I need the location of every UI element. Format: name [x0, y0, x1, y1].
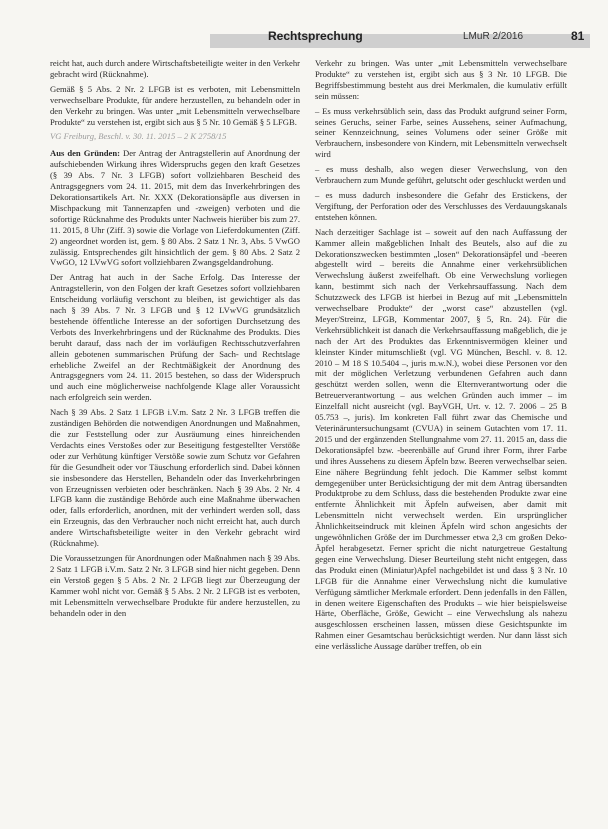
right-column	[315, 58, 567, 656]
section-title: Rechtsprechung	[268, 29, 363, 43]
paragraph: Nach derzeitiger Sachlage ist – soweit auf den nach Auffassung der Kammer allein maßgeblichen Inhalt des Beutels, also auf die zu Dekorationszwecken bestimmten „losen“ Dekorationsäpfel und -beeren abgestellt wird – bereits die Annahme einer verkehrsüblichen Verwechslung äußerst zweifelhaft. Ob eine Verwechslung vorliegen kann, bestimmt sich nach der Verkehrsauffassung. Nach dem Schutzzweck des LFGB ist hierbei in Bezug auf mit „Lebensmitteln verwechselbare Produkte“ der „worst case“ abzustellen (vgl. Meyer/Streinz, LFGB, Kommentar 2007, § 5, Rn. 24). Für die Verkehrsüblichkeit ist danach die Verkehrsauffassung maßgeblich, die je nach der Art des Produktes das Erkenntnisvermögen kleiner und kleinster Kinder mitumschließt (vgl. VG München, Beschl. v. 8. 12. 2010 – M 18 S 10.5404 –, juris m.w.N.), wobei diese Personen vor den mit der möglichen Verletzung verbundenen Gefahren auch dann geschützt werden sollen, wenn die Elternverantwortung oder die Betreuerverantwortung – aus welchen Gründen auch immer – im Einzelfall nicht ausreicht (vgl. BayVGH, Urt. v. 12. 7. 2006 – 25 B 05.753 –, juris). Im konkreten Fall führt zwar das Chemische und Veterinäruntersuchungsamt (CVUA) in seinem Gutachten vom 17. 11. 2015 und der ergänzenden Stellungnahme vom 27. 11. 2015 an, dass die Dekorationsäpfel bzw. -beerenbälle auf Grund ihrer Form, ihrer Farbe und ihres Aussehens zu diesem Äpfeln bzw. Beeren verwechselbar seien. Eine nähere Begründung fehlt jedoch. Die Kammer selbst kommt demgegenüber unter Berücksichtigung der mit dem Antrag übersandten Produktprobe zu dem Schluss, dass die bestehenden Produkte zwar eine entfernte Ähnlichkeit mit Äpfeln aufweisen, aber damit mit Lebensmitteln nicht verwechselt werden. Ein ursprünglicher Ähnlichkeitseindruck mit kleinen Äpfeln wird schon angesichts der ungewöhnlichen Größe der im Durchmesser etwa 2,3 cm großen Deko-Äpfel herabgesetzt. Ferner spricht die nicht naturgetreue Gestaltung gegen eine Verwechslung. Dieser Beurteilung steht nicht entgegen, dass das Produkt einen (Miniatur)Apfel nachgebildet ist und dass § 3 Nr. 10 LFGB für die Annahme einer Verwechslung nicht die kumulative Verfügung sämtlicher Merkmale erfordert. Denn jedenfalls in den Fällen, in denen weitere Eigenschaften des Produkts – wie hier beispielsweise Härte, Oberfläche, Größe, Gewicht – eine Verwechslung als nahezu ausgeschlossen erscheinen lassen, müssen diese Gesichtspunkte im Rahmen einer Gesamtschau berücksichtigt werden. Nur dann lässt sich eine verlässliche Aussage darüber treffen, ob ein	[315, 226, 567, 652]
paragraph-text: Der Antrag der Antragstellerin auf Anordnung der aufschiebenden Wirkung ihres Widerspruchs gegen den kraft Gesetzes (§ 39 Abs. 7 Nr. 3 LFGB) sofort vollziehbaren Bescheid des Antragsgegners vom 24. 11. 2015, mit dem das Inverkehrbringen des Dekorationsartikels Art. Nr. XXX (Dekorationsäpfle aus diversen in Mischpackung mit Tannenzapfen und -zweigen) verboten und die sofortige Rücknahme des Produkts unter Nachweis hierüber bis zum 27. 11. 2015, 8 Uhr (Ziff. 3) sowie die Vorlage von Lieferdokumenten (Ziff. 2) angeordnet worden ist, gem. § 80 Abs. 2 Satz 1 Nr. 3, Abs. 5 VwGO zulässig. Entsprechendes gilt hinsichtlich der gem. § 80 Abs. 2 Satz 2 VwGO, 12 LVwVG sofort vollziehbaren Zwangsgeldandrohung.	[50, 148, 301, 268]
paragraph: Nach § 39 Abs. 2 Satz 1 LFGB i.V.m. Satz 2 Nr. 3 LFGB treffen die zuständigen Behörden die notwendigen Anordnungen und Maßnahmen, die zur Feststellung oder zur Ausräumung eines hinreichenden Verdachts eines Verstoßes oder zur Beseitigung festgestellter Verstöße oder zur Verhütung künftiger Verstöße sowie zum Schutz vor Gefahren für die Gesundheit oder vor Täuschung erforderlich sind. Dabei können sie insbesondere das Herstellen, Behandeln oder das Inverkehrbringen von Erzeugnissen verbieten oder beschränken. Nach § 39 Abs. 2 Nr. 4 LFGB kann die zuständige Behörde auch eine Maßnahme überwachen oder, falls erforderlich, anordnen, mit der verhindert werden soll, dass ein Erzeugnis, das den Verbraucher noch nicht erreicht hat, auch durch andere Wirtschaftsbeteiligte weiter in den Verkehr gebracht wird (Rücknahme).	[50, 407, 300, 549]
header-bar	[210, 34, 590, 48]
paragraph: Die Voraussetzungen für Anordnungen oder Maßnahmen nach § 39 Abs. 2 Satz 1 LFGB i.V.m. Satz 2 Nr. 3 LFGB sind hier nicht gegeben. Denn ein Verstoß gegen § 5 Abs. 2 Nr. 2 LFGB liegt zur Überzeugung der Kammer wohl nicht vor. Gemäß § 5 Abs. 2 Nr. 2 LFGB ist es verboten, mit Lebensmitteln verwechselbare Produkte für andere herzustellen, zu behandeln oder in den	[50, 552, 300, 618]
paragraph: reicht hat, auch durch andere Wirtschaftsbeteiligte weiter in den Verkehr gebracht wird (Rücknahme).	[50, 58, 300, 79]
paragraph	[50, 148, 300, 268]
page-header	[0, 28, 608, 52]
paragraph: Gemäß § 5 Abs. 2 Nr. 2 LFGB ist es verboten, mit Lebensmitteln verwechselbare Produkte, für andere herzustellen, zu behandeln oder in den Verkehr zu bringen. Was unter „mit Lebensmitteln verwechselbare Produkte“ zu verstehen ist, ergibt sich aus § 5 Nr. 10 Gemäß § 5 LFGB.	[50, 83, 300, 127]
list-item: – es muss deshalb, also wegen dieser Verwechslung, von den Verbrauchern zum Munde geführt, gelutscht oder geschluckt werden und	[315, 164, 567, 186]
reasons-lead: Aus den Gründen:	[50, 148, 121, 159]
left-column	[50, 58, 300, 622]
paragraph: Der Antrag hat auch in der Sache Erfolg. Das Interesse der Antragstellerin, von den Folgen der kraft Gesetzes sofort vollziehbaren Entscheidung vorläufig verschont zu bleiben, ist gewichtiger als das nach § 39 Abs. 7 Nr. 3 LFGB und § 12 LVwVG grundsätzlich bestehende öffentliche Interesse an der sofortigen Durchsetzung des Verbots des Inverkehrbringens und der Rücknahme des Produkts. Dies beruht darauf, dass nach der im vorläufigen Rechtsschutzverfahren allein gebotenen summarischen Prüfung der Sach- und Rechtslage erhebliche Zweifel an der Rechtmäßigkeit der Anordnung des Antragsgegners vom 24. 11. 2015 bestehen, so dass der Widerspruch und auch eine möglicherweise nachfolgende Klage aller Voraussicht nach erfolgreich sein werden.	[50, 272, 300, 403]
list-item: – Es muss verkehrsüblich sein, dass das Produkt aufgrund seiner Form, seines Geruchs, seiner Farbe, seines Aussehens, seiner Aufmachung, seiner Kennzeichnung, seines Volumens oder seiner Größe mit Verbrauchern, insbesondere von Kindern, mit Lebensmitteln verwechselt wird	[315, 105, 567, 160]
paragraph: Verkehr zu bringen. Was unter „mit Lebensmitteln verwechselbare Produkte“ zu verstehen ist, ergibt sich aus § 3 Nr. 10 LFGB. Die Begriffsbestimmung besteht aus drei Merkmalen, die kumulativ erfüllt sein müssen:	[315, 58, 567, 101]
court-citation: VG Freiburg, Beschl. v. 30. 11. 2015 – 2 K 2758/15	[50, 131, 227, 142]
journal-issue: LMuR 2/2016	[463, 31, 524, 42]
list-item: – es muss dadurch insbesondere die Gefahr des Erstickens, der Vergiftung, der Perforation oder des Verschlusses des Verdauungskanals entstehen können.	[315, 189, 567, 222]
page-number: 81	[571, 29, 585, 43]
